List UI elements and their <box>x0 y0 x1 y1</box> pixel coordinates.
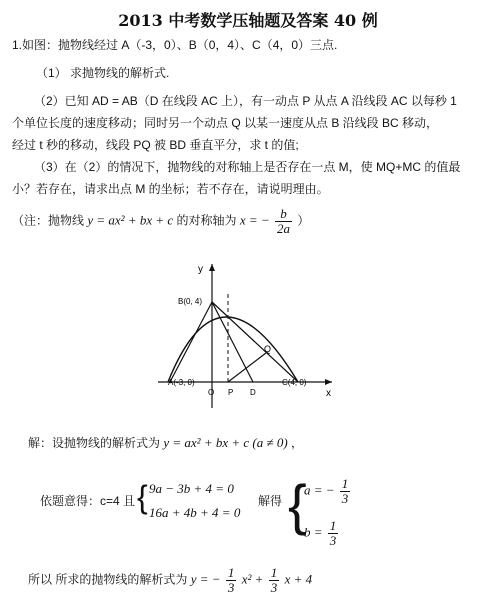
note-lhs: x = − <box>239 212 270 228</box>
equation-1: 9a − 3b + 4 = 0 <box>149 481 234 496</box>
equation-2: 16a + 4b + 4 = 0 <box>149 505 241 520</box>
solution-setup-prefix: 解：设抛物线的解析式为 <box>28 436 161 450</box>
result-b-lhs: b = <box>304 524 323 540</box>
final-answer-middle: x² + <box>241 571 264 587</box>
question-part-2-line-1: （2）已知 AD = AB（D 在线段 AC 上），有一动点 P 从点 A 沿线段 AC 以每秒 1 <box>34 94 457 108</box>
question-intro: 1.如图：抛物线经过 A（-3，0）、B（0，4）、C（4，0）三点. <box>12 38 338 52</box>
question-part-2-line-3: 经过 t 秒的移动，线段 PQ 被 BD 垂直平分，求 t 的值; <box>12 138 299 152</box>
segment-ab <box>170 302 212 382</box>
result-b-fraction <box>328 519 339 548</box>
note-prefix: （注：抛物线 <box>12 213 85 228</box>
point-p-label: P <box>228 388 234 397</box>
final-answer-denominator-2: 3 <box>270 580 278 595</box>
question-part-1: （1） 求抛物线的解析式. <box>36 66 170 80</box>
question-part-2-line-2: 个单位长度的速度移动；同时另一个动点 Q 以某一速度从点 B 沿线段 BC 移动， <box>12 116 439 130</box>
document-title: 2013 中考数学压轴题及答案 40 例 <box>118 11 378 30</box>
solution-system <box>40 467 400 553</box>
result-b <box>304 519 340 548</box>
parabola-figure <box>150 258 340 413</box>
point-d-label: D <box>250 388 256 397</box>
solve-label: 解得 <box>258 494 283 508</box>
final-answer-fraction-2 <box>269 566 280 595</box>
result-brace: { <box>288 473 307 536</box>
question-part-3-line-2: 小？若存在，请求出点 M 的坐标；若不存在，请说明理由。 <box>12 182 329 196</box>
x-axis-arrow <box>325 379 332 385</box>
solution-setup-formula: y = ax² + bx + c (a ≠ 0) <box>163 435 288 450</box>
note-formula: y = ax² + bx + c <box>87 212 174 228</box>
result-a-denominator: 3 <box>341 491 349 506</box>
question-part-3 <box>12 156 494 200</box>
result-a-lhs: a = − <box>304 482 335 498</box>
solution-setup-suffix: ， <box>291 436 304 450</box>
solution-setup <box>28 432 303 454</box>
result-a <box>304 477 352 506</box>
note-fraction <box>275 207 292 236</box>
final-answer-denominator-1: 3 <box>227 580 235 595</box>
final-answer-fraction-1 <box>226 566 237 595</box>
y-axis-arrow <box>209 264 215 271</box>
final-answer-end: x + 4 <box>284 571 313 587</box>
note-fraction-numerator: b <box>275 207 292 222</box>
segment-bd <box>212 302 253 382</box>
final-answer-numerator-2: 1 <box>270 565 278 580</box>
point-c-label: C(4, 0) <box>282 378 307 387</box>
point-a-label: A(-3, 0) <box>168 378 195 387</box>
result-a-numerator: 1 <box>341 476 349 491</box>
note-suffix: ） <box>297 213 310 228</box>
note-middle: 的对称轴为 <box>176 213 237 228</box>
x-axis-label: x <box>326 388 331 399</box>
segment-bc <box>212 302 298 382</box>
question-part-3-line-1: （3）在（2）的情况下，抛物线的对称轴上是否存在一点 M，使 MQ+MC 的值最 <box>34 160 461 174</box>
note-fraction-denominator: 2a <box>277 221 291 236</box>
y-axis-label: y <box>198 264 203 275</box>
result-a-fraction <box>340 477 351 506</box>
system-brace: { <box>137 479 148 515</box>
origin-label: O <box>208 388 215 397</box>
segment-pq <box>228 353 266 382</box>
question-part-2 <box>12 90 494 156</box>
point-q-label: Q <box>264 344 272 354</box>
result-b-denominator: 3 <box>329 533 337 548</box>
result-b-numerator: 1 <box>329 518 337 533</box>
point-b-label: B(0, 4) <box>178 297 203 306</box>
final-answer-lhs: y = − <box>190 571 221 587</box>
final-answer-numerator-1: 1 <box>227 565 235 580</box>
symmetry-axis-note <box>12 207 309 236</box>
final-answer <box>28 566 312 595</box>
final-answer-prefix: 所以 所求的抛物线的解析式为 <box>28 572 188 587</box>
system-prefix: 依题意得：c=4 且 <box>40 494 136 508</box>
